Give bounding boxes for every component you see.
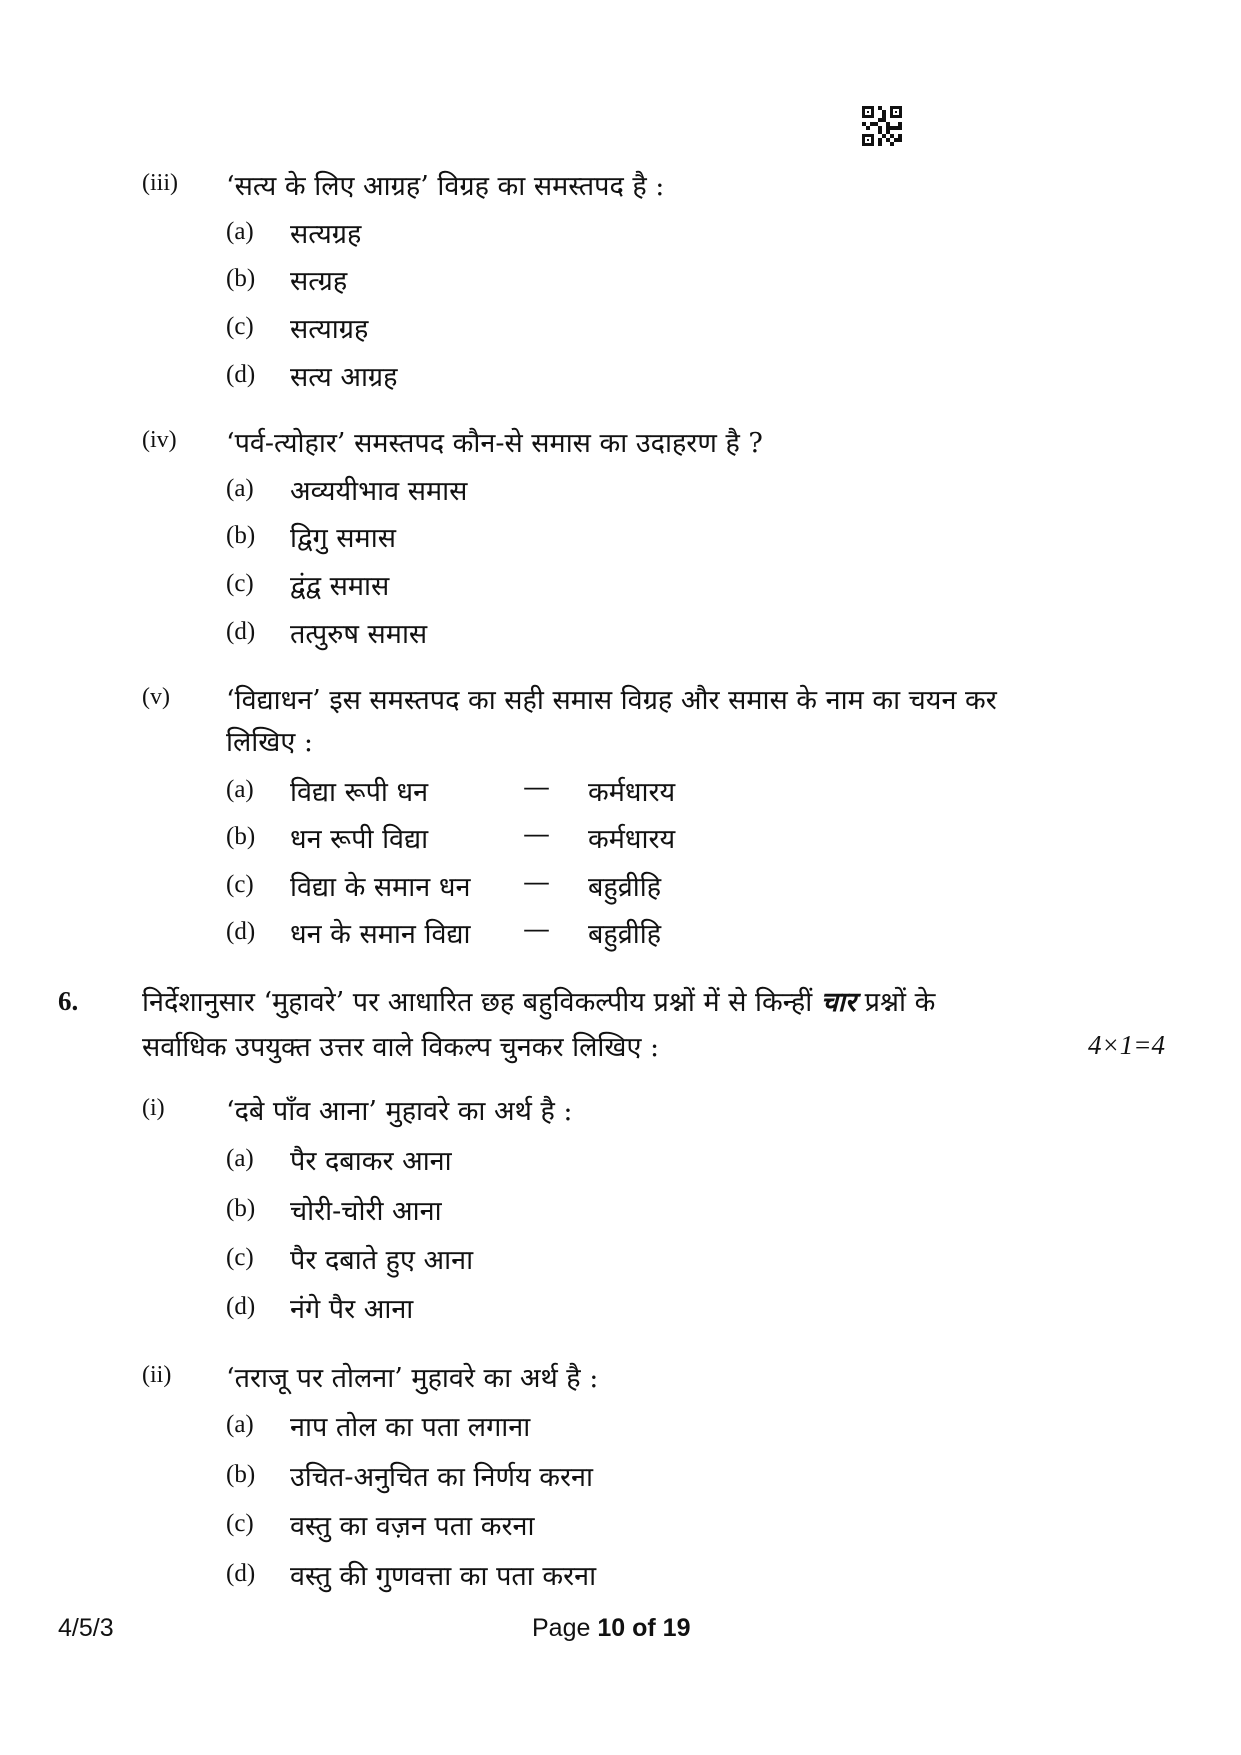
option-label: (c) <box>226 313 254 340</box>
page-current: 10 <box>597 1614 626 1642</box>
option-label: (b) <box>226 823 256 850</box>
option-label: (a) <box>226 1145 254 1172</box>
question-text: ‘पर्व-त्योहार’ समस्तपद कौन-से समास का उदाहरण है ? <box>226 428 763 459</box>
option-text: नंगे पैर आना <box>290 1294 414 1325</box>
option-label: (b) <box>226 522 256 549</box>
option-text: नाप तोल का पता लगाना <box>290 1412 531 1443</box>
question-text-continued: सर्वाधिक उपयुक्त उत्तर वाले विकल्प चुनकर लिखिए : <box>142 1032 660 1063</box>
option-label: (a) <box>226 475 254 502</box>
option-label: (c) <box>226 570 254 597</box>
option-samas-name: बहुव्रीहि <box>588 872 662 903</box>
option-text: पैर दबाते हुए आना <box>290 1245 474 1276</box>
question-number: 6. <box>58 986 79 1016</box>
option-samas-name: कर्मधारय <box>588 824 676 855</box>
question-text-continued: लिखिए : <box>226 727 313 758</box>
option-text: पैर दबाकर आना <box>290 1146 452 1177</box>
option-text: तत्पुरुष समास <box>290 619 428 650</box>
option-text: द्वंद्व समास <box>290 571 390 602</box>
option-text: द्विगु समास <box>290 523 396 554</box>
question-text: ‘सत्य के लिए आग्रह’ विग्रह का समस्तपद है : <box>226 171 665 202</box>
option-text: धन रूपी विद्या <box>290 824 429 855</box>
question-label: (iii) <box>142 170 178 196</box>
option-text: अव्ययीभाव समास <box>290 476 468 507</box>
option-text: धन के समान विद्या <box>290 919 471 950</box>
question-label: (v) <box>142 684 170 710</box>
option-label: (d) <box>226 618 256 645</box>
option-text: सत्ग्रह <box>290 266 348 297</box>
option-label: (d) <box>226 918 256 945</box>
option-text: विद्या के समान धन <box>290 872 471 903</box>
page-total: 19 <box>662 1614 691 1642</box>
option-label: (c) <box>226 1510 254 1537</box>
option-label: (a) <box>226 218 254 245</box>
option-label: (b) <box>226 1461 256 1488</box>
option-text: सत्यग्रह <box>290 219 362 250</box>
option-text: विद्या रूपी धन <box>290 777 429 808</box>
option-text: उचित-अनुचित का निर्णय करना <box>290 1462 593 1493</box>
option-label: (d) <box>226 1560 256 1587</box>
option-label: (c) <box>226 871 254 898</box>
option-label: (b) <box>226 265 256 292</box>
question-text-part: निर्देशानुसार ‘मुहावरे’ पर आधारित छह बहुविकल्पीय प्रश्नों में से किन्हीं <box>142 987 813 1018</box>
qr-code-icon <box>862 106 902 146</box>
option-dash: — <box>523 819 550 850</box>
option-text: चोरी-चोरी आना <box>290 1196 442 1227</box>
question-text: ‘तराजू पर तोलना’ मुहावरे का अर्थ है : <box>226 1363 599 1394</box>
option-label: (c) <box>226 1244 254 1271</box>
paper-code: 4/5/3 <box>58 1614 114 1642</box>
question-text-part: प्रश्नों के <box>864 987 936 1018</box>
option-samas-name: कर्मधारय <box>588 777 676 808</box>
option-label: (b) <box>226 1195 256 1222</box>
question-text: ‘दबे पाँव आना’ मुहावरे का अर्थ है : <box>226 1096 573 1127</box>
option-text: वस्तु का वज़न पता करना <box>290 1511 535 1542</box>
page-number <box>532 1614 690 1643</box>
option-label: (d) <box>226 361 256 388</box>
option-dash: — <box>523 914 550 945</box>
option-text: सत्य आग्रह <box>290 362 398 393</box>
option-label: (a) <box>226 1411 254 1438</box>
page-of: of <box>632 1614 656 1642</box>
marks-allocation: 4×1=4 <box>1088 1030 1165 1060</box>
question-label: (iv) <box>142 427 177 453</box>
question-label: (ii) <box>142 1362 172 1388</box>
option-text: सत्याग्रह <box>290 314 369 345</box>
question-text <box>142 982 935 1019</box>
emphasis-word: चार <box>820 987 856 1018</box>
option-label: (d) <box>226 1293 256 1320</box>
option-text: वस्तु की गुणवत्ता का पता करना <box>290 1561 597 1592</box>
option-label: (a) <box>226 776 254 803</box>
question-text: ‘विद्याधन’ इस समस्तपद का सही समास विग्रह और समास के नाम का चयन कर <box>226 685 997 716</box>
option-dash: — <box>523 772 550 803</box>
page-prefix: Page <box>532 1614 591 1642</box>
question-label: (i) <box>142 1095 165 1121</box>
option-samas-name: बहुव्रीहि <box>588 919 662 950</box>
option-dash: — <box>523 867 550 898</box>
